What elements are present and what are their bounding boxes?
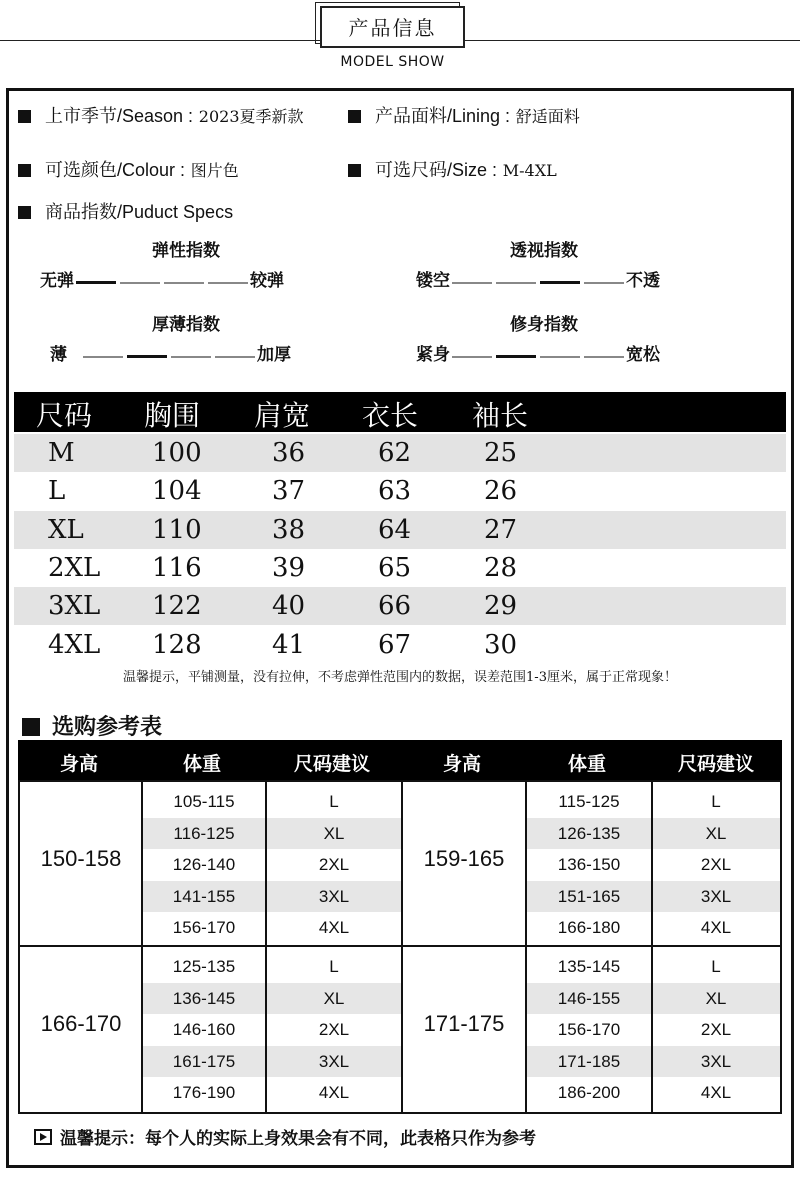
ref-height-cell: 166-170 <box>40 1011 122 1036</box>
ref-size-cell: XL <box>705 988 727 1008</box>
reference-table <box>18 780 782 1114</box>
shoulder-col-header: 肩宽 <box>254 399 311 432</box>
ref-weight-cell: 125-135 <box>172 957 236 976</box>
measurement-note: 温馨提示，平铺测量，没有拉伸，不考虑弹性范围内的数据，误差范围1-3厘米，属于正常现象！ <box>123 670 677 685</box>
index-title: 透视指数 <box>510 241 578 261</box>
ref-size-cell: 4XL <box>700 1083 732 1102</box>
ref-size-cell: 3XL <box>318 886 350 906</box>
index-segments <box>450 269 626 289</box>
sleeve-col-header: 袖长 <box>472 399 529 432</box>
ref-weight-cell: 166-180 <box>557 918 621 937</box>
index-scale <box>416 266 660 291</box>
size-cell: 100 <box>152 438 202 468</box>
ref-weight-cell: 141-155 <box>172 886 236 906</box>
size-cell: 122 <box>152 591 202 622</box>
index-title: 厚薄指数 <box>152 315 220 335</box>
ref-size-header: 尺码建议 <box>293 753 370 775</box>
reference-title <box>22 710 162 741</box>
ref-weight-cell: 146-155 <box>557 988 621 1008</box>
index-segment <box>540 281 580 284</box>
index-segment <box>215 356 255 358</box>
size-table-header <box>14 392 786 432</box>
ref-height-cell: 159-165 <box>423 846 505 871</box>
size-range-label: 可选尺码/Size : <box>375 160 498 180</box>
lining-label: 产品面料/Lining : <box>375 106 511 126</box>
index-left-label: 紧身 <box>416 345 450 365</box>
ref-size-cell: 4XL <box>318 918 350 937</box>
size-row <box>14 434 786 472</box>
index-title: 修身指数 <box>510 315 578 335</box>
index-segment <box>452 282 492 284</box>
ref-size-header: 尺码建议 <box>677 753 754 775</box>
size-cell: 41 <box>272 629 306 660</box>
size-range-value: M-4XL <box>502 161 557 180</box>
size-range-row <box>348 156 557 182</box>
size-cell: 63 <box>378 476 412 507</box>
ref-weight-cell: 136-145 <box>172 988 236 1008</box>
ref-size-cell: 4XL <box>318 1083 350 1102</box>
ref-size-cell: 2XL <box>700 1020 732 1039</box>
ref-weight-cell: 126-140 <box>172 855 236 874</box>
ref-size-cell: 3XL <box>700 886 732 906</box>
size-cell: L <box>48 476 66 507</box>
size-cell: 110 <box>152 514 202 545</box>
size-cell: 66 <box>378 591 412 622</box>
size-row <box>14 587 786 625</box>
size-cell: 39 <box>272 552 306 583</box>
ref-size-cell: XL <box>323 823 345 843</box>
index-right-label: 较弹 <box>250 271 284 291</box>
ref-weight-cell: 115-125 <box>558 792 620 811</box>
specs-label: 商品指数/Puduct Specs <box>45 202 234 222</box>
size-cell: 65 <box>378 552 412 583</box>
ref-height-cell: 171-175 <box>423 1011 505 1036</box>
size-cell: 25 <box>484 438 518 468</box>
size-col-header: 尺码 <box>36 399 93 432</box>
ref-size-cell: 3XL <box>700 1051 732 1071</box>
ref-size-cell: 2XL <box>318 1020 350 1039</box>
colour-label: 可选颜色/Colour : <box>45 160 186 180</box>
page-title: 产品信息 <box>348 16 437 40</box>
lining-row <box>348 102 580 128</box>
index-segments <box>74 269 250 289</box>
ref-weight-cell: 156-170 <box>172 918 236 937</box>
bullet-square-icon <box>348 164 361 177</box>
grid-hline <box>20 945 780 947</box>
size-cell: 67 <box>378 629 412 660</box>
bullet-square-icon <box>18 206 31 219</box>
season-row <box>18 102 304 128</box>
index-segment <box>171 356 211 358</box>
size-cell: 40 <box>272 591 306 622</box>
ref-weight-cell: 161-175 <box>172 1051 236 1071</box>
ref-weight-cell: 176-190 <box>172 1083 236 1102</box>
lining-value: 舒适面料 <box>515 107 580 126</box>
size-cell: 30 <box>484 629 518 660</box>
ref-height-cell: 150-158 <box>40 846 122 871</box>
reference-table-header <box>18 740 782 780</box>
size-cell: 62 <box>378 438 412 468</box>
index-right-label: 不透 <box>626 271 660 291</box>
index-scale <box>50 340 291 365</box>
ref-weight-cell: 146-160 <box>172 1020 236 1039</box>
index-segment <box>208 282 248 284</box>
size-row <box>14 549 786 587</box>
index-left-label: 镂空 <box>416 271 450 291</box>
colour-row <box>18 156 239 182</box>
size-row <box>14 626 786 664</box>
index-segments <box>450 343 626 363</box>
index-segment <box>496 282 536 284</box>
ref-weight-cell: 156-170 <box>557 1020 621 1039</box>
index-right-label: 宽松 <box>626 345 660 365</box>
index-title: 弹性指数 <box>152 241 220 261</box>
ref-weight-cell: 116-125 <box>173 823 235 843</box>
ref-weight-cell: 151-165 <box>557 886 621 906</box>
ref-weight-cell: 186-200 <box>557 1083 621 1102</box>
chest-col-header: 胸围 <box>144 399 201 432</box>
ref-weight-cell: 126-135 <box>557 823 621 843</box>
index-scale <box>40 266 284 291</box>
ref-weight-header: 体重 <box>567 753 606 775</box>
index-right-label: 加厚 <box>257 345 291 365</box>
index-segment <box>496 355 536 358</box>
length-col-header: 衣长 <box>362 399 419 432</box>
ref-weight-cell: 135-145 <box>557 957 621 976</box>
size-row <box>14 511 786 549</box>
index-segment <box>584 356 624 358</box>
ref-size-cell: L <box>711 957 721 976</box>
ref-size-cell: 4XL <box>700 918 732 937</box>
colour-value: 图片色 <box>190 161 239 180</box>
footer-tip <box>34 1124 536 1149</box>
season-label: 上市季节/Season : <box>45 106 194 126</box>
size-cell: 37 <box>272 476 306 507</box>
ref-height-header: 身高 <box>442 753 481 775</box>
ref-size-cell: XL <box>323 988 345 1008</box>
ref-weight-cell: 171-185 <box>557 1051 621 1071</box>
index-segment <box>83 356 123 358</box>
index-segment <box>120 282 160 284</box>
ref-size-cell: 3XL <box>318 1051 350 1071</box>
ref-weight-cell: 105-115 <box>173 792 235 811</box>
size-cell: M <box>48 438 75 468</box>
size-cell: 64 <box>378 514 412 545</box>
season-value: 2023夏季新款 <box>198 107 304 126</box>
size-cell: 3XL <box>48 591 101 622</box>
footer-tip-text: 温馨提示：每个人的实际上身效果会有不同，此表格只作为参考 <box>60 1129 536 1149</box>
size-row <box>14 472 786 510</box>
index-segment <box>164 282 204 284</box>
ref-size-cell: L <box>329 957 339 976</box>
size-cell: 27 <box>484 514 518 545</box>
index-segment <box>584 282 624 284</box>
bullet-square-icon <box>18 164 31 177</box>
index-segments <box>81 343 257 363</box>
index-segment <box>452 356 492 358</box>
size-cell: 36 <box>272 438 306 468</box>
ref-size-cell: L <box>711 792 721 811</box>
index-segment <box>76 281 116 284</box>
size-cell: XL <box>48 514 84 545</box>
ref-size-cell: 2XL <box>318 855 350 874</box>
size-cell: 116 <box>152 552 202 583</box>
specs-row <box>18 198 233 224</box>
size-cell: 4XL <box>48 629 101 660</box>
index-segment <box>540 356 580 358</box>
reference-title-text: 选购参考表 <box>52 715 163 740</box>
size-cell: 2XL <box>48 552 101 583</box>
ref-size-cell: L <box>329 792 339 811</box>
ref-weight-header: 体重 <box>182 753 221 775</box>
play-icon <box>34 1129 52 1145</box>
page-header <box>0 0 800 80</box>
bullet-square-icon <box>22 718 40 736</box>
size-cell: 128 <box>152 629 202 660</box>
size-cell: 38 <box>272 514 306 545</box>
index-left-label: 无弹 <box>40 271 74 291</box>
ref-weight-cell: 136-150 <box>557 855 621 874</box>
bullet-square-icon <box>18 110 31 123</box>
size-cell: 26 <box>484 476 518 507</box>
index-left-label: 薄 <box>50 345 67 365</box>
index-scale <box>416 340 660 365</box>
index-segment <box>127 355 167 358</box>
ref-size-cell: 2XL <box>700 855 732 874</box>
ref-height-header: 身高 <box>59 753 98 775</box>
size-cell: 28 <box>484 552 518 583</box>
size-cell: 29 <box>484 591 518 622</box>
page-subtitle: MODEL SHOW <box>340 54 445 70</box>
bullet-square-icon <box>348 110 361 123</box>
ref-size-cell: XL <box>705 823 727 843</box>
size-cell: 104 <box>152 476 202 507</box>
